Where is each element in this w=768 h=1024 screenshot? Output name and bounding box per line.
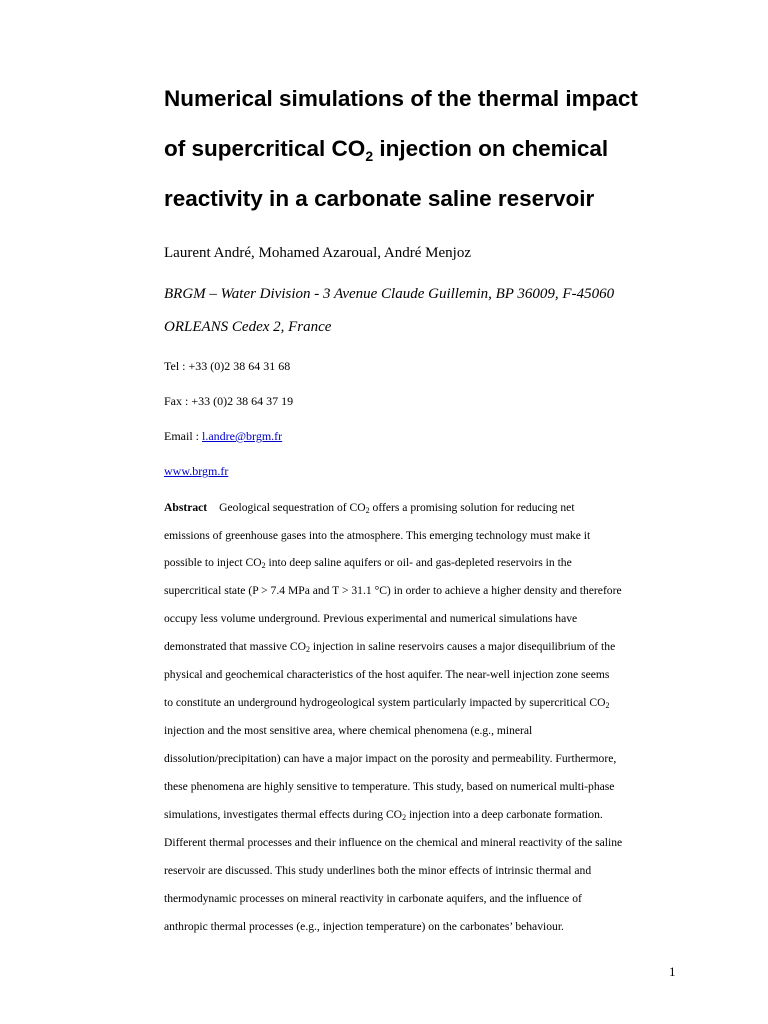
abstract-line: Different thermal processes and their influence on the chemical and mineral reactivity of the saline [164,836,623,849]
abstract-text: Geological sequestration of CO [219,501,366,514]
abstract-text: simulations, investigates thermal effects during CO [164,808,403,821]
fax: Fax : +33 (0)2 38 64 37 19 [164,394,294,408]
abstract-line: supercritical state (P > 7.4 MPa and T > 31.1 °C) in order to achieve a higher density and therefore [164,584,622,597]
abstract-text: injection into a deep carbonate formation. [406,808,603,821]
abstract-line: thermodynamic processes on mineral reactivity in carbonate aquifers, and the influence of [164,892,582,905]
abstract-text: into deep saline aquifers or oil- and gas-depleted reservoirs in the [265,556,572,569]
telephone: Tel : +33 (0)2 38 64 31 68 [164,359,291,373]
email-line [164,429,282,444]
affiliation-line-1: BRGM – Water Division - 3 Avenue Claude Guillemin, BP 36009, F-45060 [164,286,615,302]
abstract-line: these phenomena are highly sensitive to temperature. This study, based on numerical multi-phase [164,780,615,793]
abstract-line: anthropic thermal processes (e.g., injection temperature) on the carbonates’ behaviour. [164,920,564,933]
abstract-line: emissions of greenhouse gases into the atmosphere. This emerging technology must make it [164,529,591,542]
website-link[interactable]: www.brgm.fr [164,464,229,478]
paper-title-line-2 [164,136,724,164]
title-text: of supercritical CO [164,136,366,161]
abstract-line [164,501,679,516]
subscript: 2 [402,813,407,822]
page-number: 1 [669,964,676,979]
title-text: injection on chemical [373,136,609,161]
abstract-text: offers a promising solution for reducing net [369,501,575,514]
title-subscript: 2 [365,148,374,164]
abstract-line: reservoir are discussed. This study underlines both the minor effects of intrinsic thermal and [164,864,592,877]
author-list: Laurent André, Mohamed Azaroual, André Menjoz [164,245,471,261]
subscript: 2 [365,506,370,515]
abstract-line: dissolution/precipitation) can have a major impact on the porosity and permeability. Furthermore, [164,752,617,765]
paper-title-line-1: Numerical simulations of the thermal impact [164,86,638,111]
abstract-line: occupy less volume underground. Previous experimental and numerical simulations have [164,612,578,625]
website-line [164,464,228,479]
abstract-line [164,808,679,823]
abstract-text: injection in saline reservoirs causes a major disequilibrium of the [310,640,616,653]
email-link[interactable]: l.andre@brgm.fr [202,429,283,443]
abstract-label: Abstract [164,501,208,514]
subscript: 2 [605,701,610,710]
email-label: Email : [164,429,202,443]
abstract-line [164,556,679,571]
abstract-line [164,640,679,655]
abstract-text: possible to inject CO [164,556,262,569]
affiliation-line-2: ORLEANS Cedex 2, France [164,319,332,335]
subscript: 2 [306,645,310,654]
abstract-line [164,696,679,711]
paper-title-line-3: reactivity in a carbonate saline reservoir [164,186,595,211]
abstract-line: physical and geochemical characteristics of the host aquifer. The near-well injection zone seems [164,668,610,681]
abstract-text: to constitute an underground hydrogeological system particularly impacted by supercritical CO [164,696,606,709]
abstract-text: demonstrated that massive CO [164,640,306,653]
abstract-line: injection and the most sensitive area, where chemical phenomena (e.g., mineral [164,724,533,737]
subscript: 2 [261,561,266,570]
